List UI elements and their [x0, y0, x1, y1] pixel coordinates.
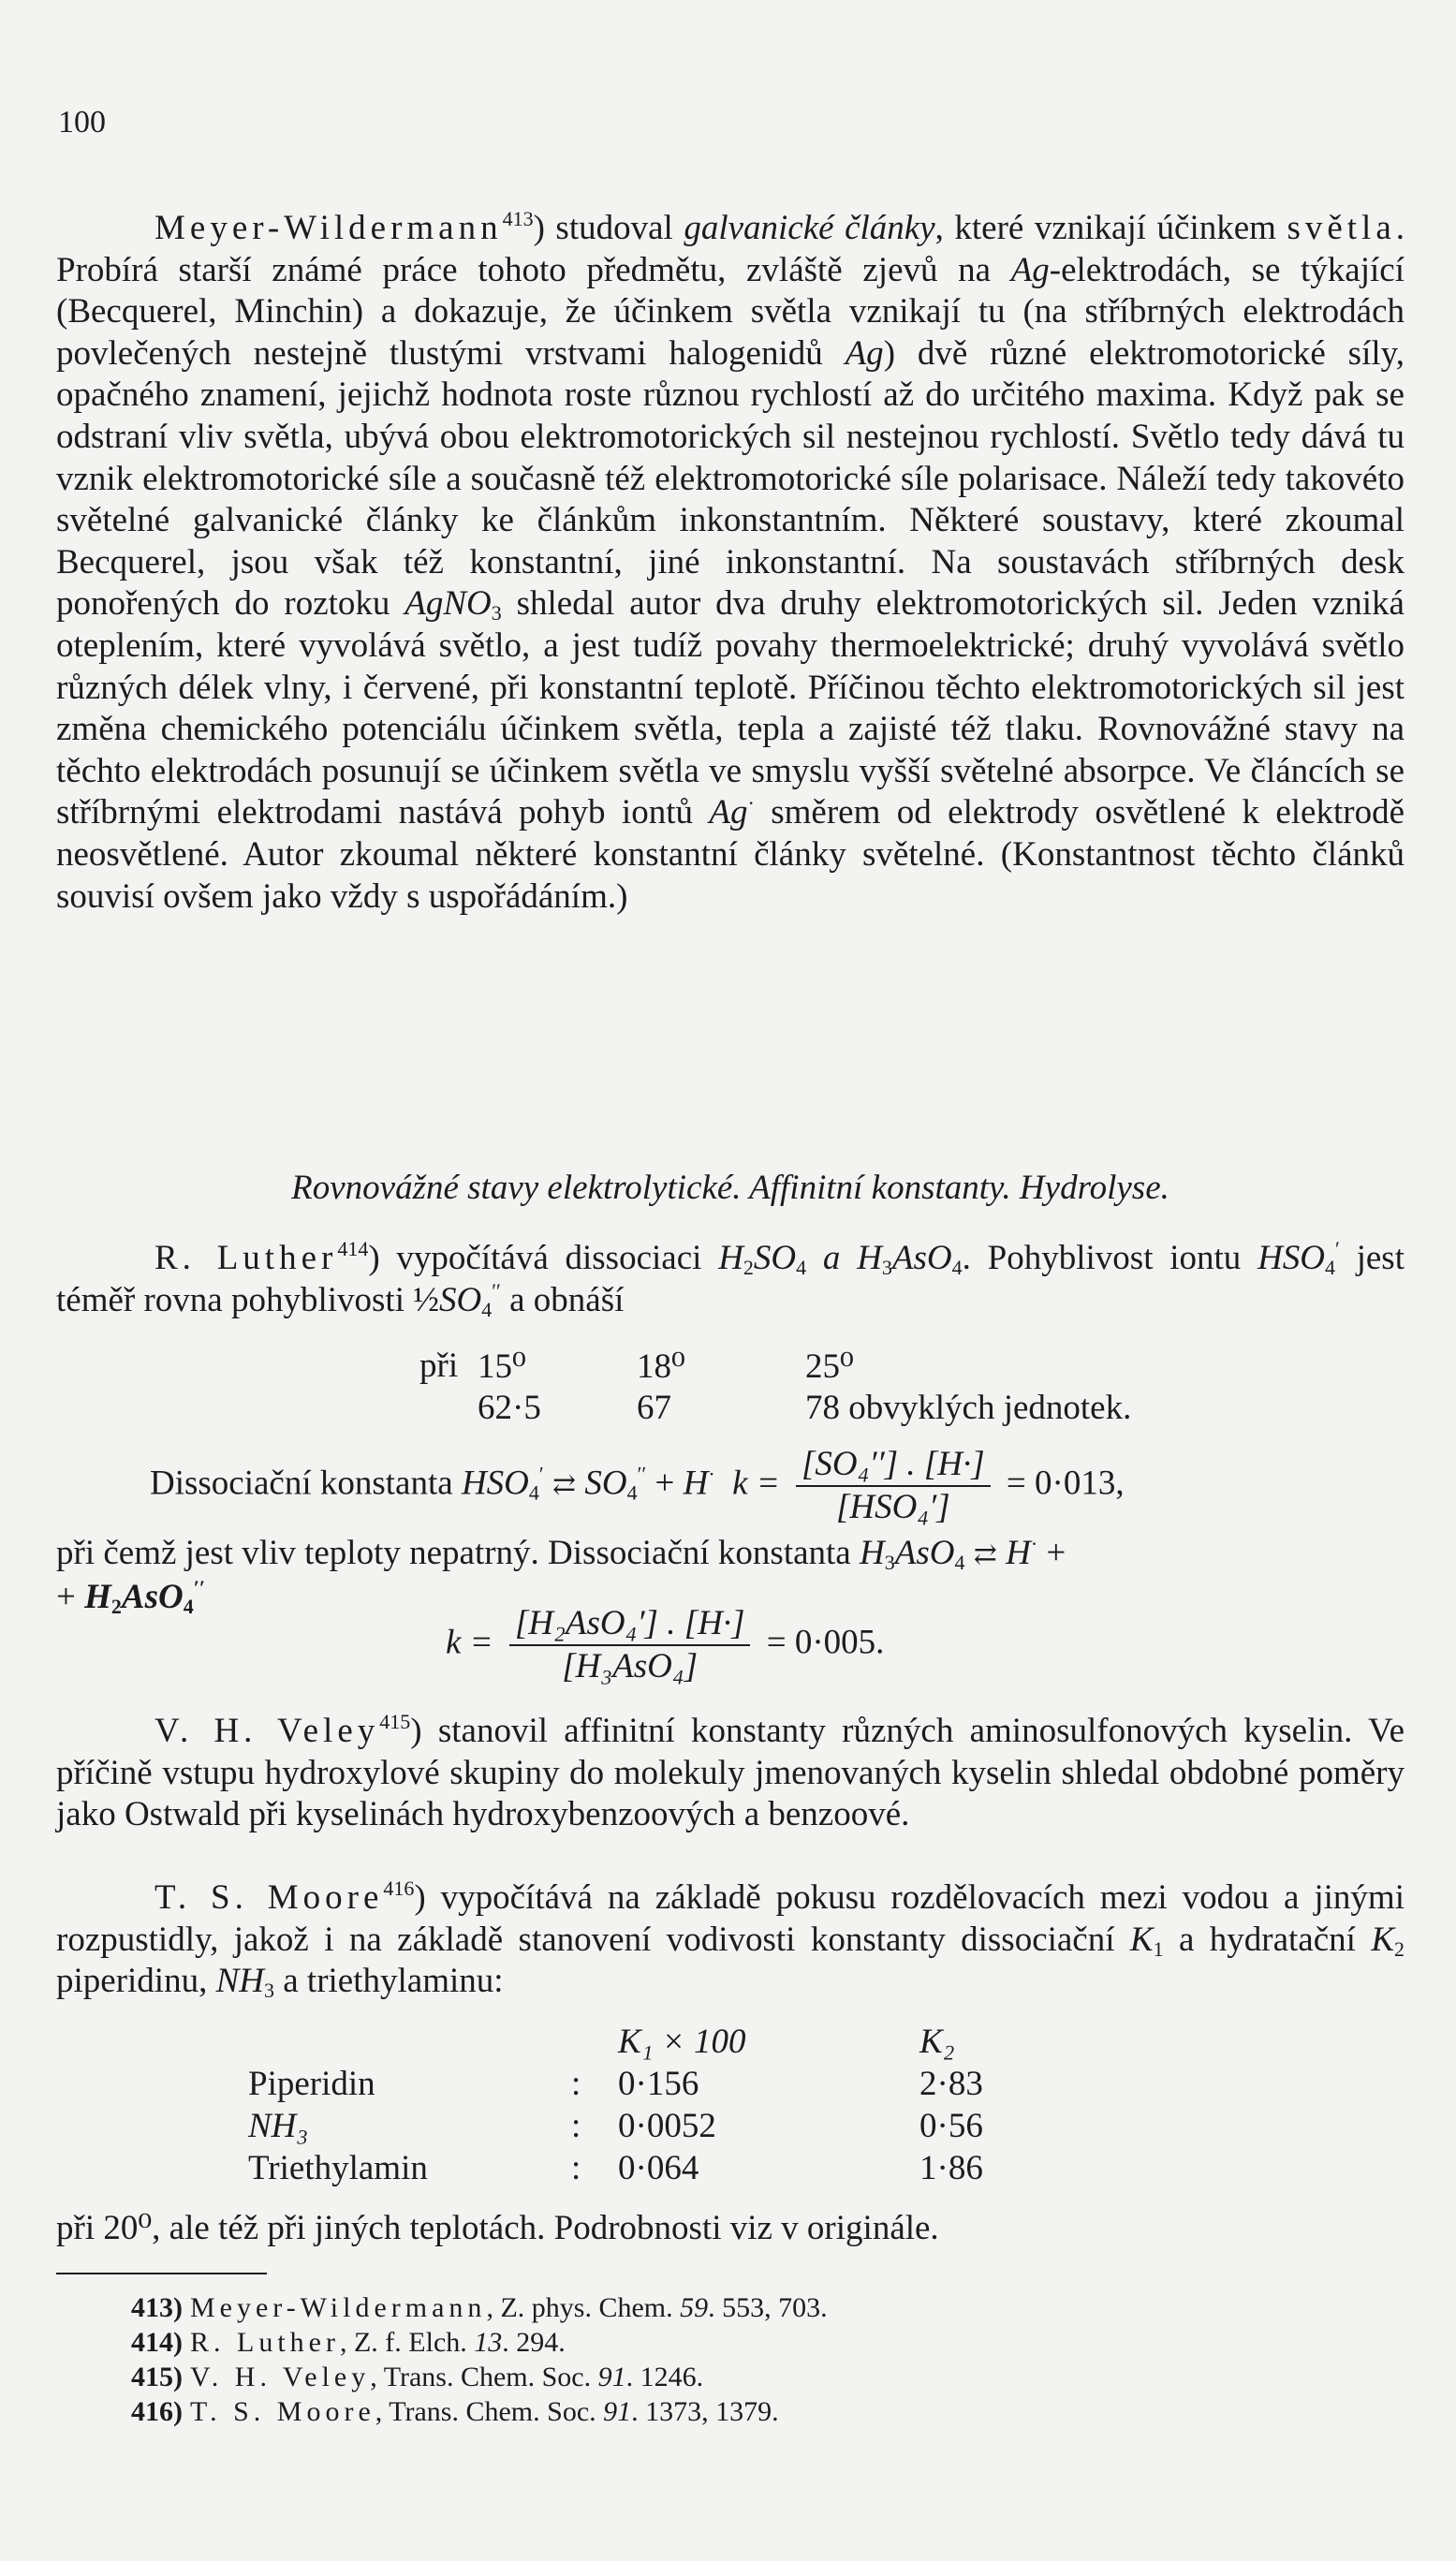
author-name: V. H. Veley: [154, 1712, 380, 1750]
row-k2: 2·83: [919, 2065, 983, 2103]
formula-subscript: 2: [743, 1256, 754, 1279]
footnote-pages: . 294.: [502, 2327, 566, 2358]
mobility-table: [419, 1345, 1131, 1429]
text: shledal autor dva druhy elektromotorických sil. Jeden vzniká oteplením, které vyvolává světlo, a jest tudíž povahy thermoelektrické; druhý vyvolává světlo různých délek vlny, i červené, při konstantní teplotě. Příčinou těchto elektromotorických sil jest změna chemického potenciálu účinkem světla, tepla a zajisté též tlaku. Rovnovážné stavy na těchto elektrodách posunují se účinkem světla ve smyslu vyšší světelné absorpce. Ve článcích se stříbrnými elektrodami nastává pohyb iontů: [56, 584, 1405, 832]
footnote-413: [131, 2291, 828, 2325]
operator: +: [56, 1577, 85, 1616]
footnote-pages: . 553, 703.: [708, 2292, 828, 2323]
equation-result: = 0·013,: [1006, 1464, 1125, 1503]
formula-subscript: 3: [884, 1551, 895, 1574]
footnote-volume: 13: [474, 2327, 503, 2358]
mobility-value: 78: [805, 1389, 840, 1427]
paragraph-veley: [56, 1711, 1405, 1836]
footnote-pages: . 1373, 1379.: [631, 2396, 779, 2427]
text: při čemž jest vliv teploty nepatrný. Dissociační konstanta: [56, 1534, 860, 1572]
formula-superscript: ′′: [637, 1462, 647, 1486]
equation-result: = 0·005.: [766, 1623, 885, 1662]
mobility-value: 62·5: [478, 1389, 541, 1427]
formula-subscript: 4: [183, 1594, 194, 1618]
text: směrem od elektrody osvětlené k elektrodě neosvětlené. Autor zkoumal některé konstantní články světelné. (Konstantnost těchto článků souvisí ovšem jako vždy s uspořádáním.): [56, 793, 1405, 916]
row-separator: :: [571, 2149, 581, 2187]
text: . Pohyblivost iontu: [962, 1239, 1258, 1277]
mobility-temp: 25⁰: [805, 1347, 854, 1386]
constant-symbol: k =: [446, 1623, 493, 1662]
footnote-ref[interactable]: 414: [337, 1237, 369, 1260]
formula: AsO: [891, 1239, 952, 1277]
footnote-ref[interactable]: 413: [502, 207, 534, 230]
text: ) studoval: [533, 209, 684, 247]
footnote-ref[interactable]: 416: [383, 1877, 415, 1900]
footnote-author: T. S. Moore: [190, 2396, 375, 2427]
formula-superscript: ′: [1335, 1237, 1340, 1260]
row-k1: 0·156: [618, 2065, 699, 2103]
paragraph-meyer-wildermann: [56, 208, 1405, 918]
formula-subscript: 4: [1325, 1256, 1336, 1279]
mobility-prefix: při: [419, 1347, 459, 1385]
formula-subscript: 2: [110, 1594, 122, 1618]
row-separator: :: [571, 2107, 581, 2145]
footnote-mark: 416): [131, 2396, 183, 2427]
mobility-temperature-row: [419, 1345, 1131, 1387]
formula: H: [718, 1239, 743, 1277]
fraction: [509, 1603, 751, 1687]
formula-subscript: 4: [951, 1256, 963, 1279]
equation-h3aso4-dissociation: [446, 1603, 884, 1687]
formula: H: [84, 1577, 111, 1616]
text: -elektrodách, se týkající (Becquerel, Minchin) a dokazuje, že účinkem světla vznikají tu (na stříbrných elektrodách povlečených nestejně tlustými vrstvami halogenidů: [56, 250, 1405, 373]
formula-superscript: ·: [1030, 1532, 1038, 1555]
footnote-414: [131, 2326, 566, 2360]
row-name: Triethylamin: [248, 2149, 428, 2187]
fraction: [796, 1444, 991, 1528]
footnote-pages: . 1246.: [625, 2362, 704, 2392]
mobility-value-row: [419, 1387, 1131, 1429]
page-number: 100: [58, 105, 106, 140]
operator: +: [1037, 1534, 1066, 1572]
table-row: [248, 2147, 983, 2189]
formula: H: [683, 1464, 709, 1503]
mobility-temp: 18⁰: [637, 1347, 685, 1386]
row-separator: :: [571, 2065, 581, 2103]
row-k1: 0·0052: [618, 2107, 716, 2145]
formula: H: [859, 1534, 885, 1572]
footnote-source: , Z. phys. Chem.: [486, 2292, 681, 2323]
row-k2: 1·86: [919, 2149, 983, 2187]
text: ) dvě různé elektromotorické síly, opačného znamení, jejichž hodnota roste různou rychlostí až do určitého maxima. Když pak se odstraní vliv světla, ubývá obou elektromotorických sil nestejnou rychlostí. Světlo tedy dává tu vznik elektromotorické síle a současně též elektromotorické síle polarisace. Náleží tedy takovéto světelné galvanické články ke článkům inkonstantním. Některé soustavy, které zkoumal Becquerel, jsou však též konstantní, jiné inkonstantní. Na soustavách stříbrných desk ponořených do roztoku: [56, 333, 1405, 624]
text: a triethylaminu:: [274, 1962, 504, 2001]
formula: SO: [753, 1239, 797, 1277]
formula: AsO: [894, 1534, 955, 1572]
formula: AgNO: [404, 584, 492, 624]
table-header: K₁ × 100: [618, 2023, 746, 2061]
table-header-row: [248, 2021, 983, 2063]
row-name: NH₃: [248, 2107, 309, 2145]
formula: AsO: [121, 1577, 184, 1616]
footnote-author: R. Luther: [190, 2327, 340, 2358]
formula: K: [1371, 1920, 1394, 1959]
fraction-numerator: [SO₄′′] . [H·]: [796, 1444, 991, 1487]
formula: SO: [439, 1280, 482, 1319]
footnote-volume: 59: [680, 2292, 709, 2323]
fraction-half: ½: [413, 1280, 439, 1319]
text: jest téměř rovna pohyblivosti: [56, 1239, 1405, 1319]
equation-hso4-dissociation: [150, 1444, 1125, 1528]
paragraph-luther: [56, 1238, 1405, 1321]
formula-superscript: ′: [538, 1462, 544, 1486]
equilibrium-arrow-icon: ⇄: [552, 1469, 577, 1501]
footnote-mark: 415): [131, 2362, 183, 2392]
operator: +: [654, 1464, 675, 1503]
footnote-416: [131, 2395, 779, 2429]
formula: HSO: [1257, 1239, 1326, 1277]
formula-superscript: ′′: [193, 1575, 206, 1599]
footnote-mark: 414): [131, 2327, 183, 2358]
footnote-mark: 413): [131, 2292, 183, 2323]
formula: H: [857, 1239, 882, 1277]
formula-superscript: ′′: [492, 1278, 501, 1303]
footnote-volume: 91: [597, 2362, 626, 2392]
formula: H: [1006, 1534, 1031, 1572]
italic-term: galvanické články: [684, 209, 935, 247]
formula-subscript: 3: [491, 601, 502, 626]
text: a obnáší: [500, 1280, 625, 1319]
formula-subscript: 2: [1394, 1936, 1405, 1961]
mobility-value: 67: [637, 1389, 671, 1427]
text: , které vznikají účinkem: [934, 209, 1287, 247]
formula-subscript: 4: [528, 1480, 539, 1505]
constants-table: [248, 2021, 983, 2189]
author-name: R. Luther: [154, 1239, 338, 1277]
footnote-source: , Trans. Chem. Soc.: [370, 2362, 598, 2392]
formula-superscript: ·: [708, 1462, 715, 1486]
formula: HSO: [461, 1464, 529, 1503]
formula-subscript: 1: [1153, 1936, 1164, 1961]
equation-label: Dissociační konstanta: [150, 1464, 453, 1503]
spaced-word: světla: [1287, 209, 1396, 247]
fraction-numerator: [H₂AsO₄′] . [H·]: [509, 1603, 751, 1646]
equilibrium-arrow-icon: ⇄: [973, 1539, 997, 1570]
footnote-author: V. H. Veley: [190, 2362, 371, 2392]
mobility-temp: 15⁰: [478, 1347, 526, 1386]
text: . Probírá starší známé práce tohoto předmětu, zvláště zjevů na: [56, 209, 1405, 289]
footnote-author: Meyer-Wildermann: [190, 2292, 487, 2323]
table-row: [248, 2063, 983, 2105]
formula: K: [1129, 1920, 1154, 1959]
footnote-source: , Trans. Chem. Soc.: [375, 2396, 604, 2427]
row-k2: 0·56: [919, 2107, 983, 2145]
fraction-denominator: [HSO₄′]: [835, 1488, 950, 1526]
fraction-denominator: [H₃AsO₄]: [562, 1647, 699, 1685]
table-header: K₂: [919, 2023, 955, 2061]
paragraph-moore: [56, 1877, 1405, 2003]
footnote-volume: 91: [603, 2396, 632, 2427]
formula: Ag: [845, 333, 884, 373]
text: ) vypočítává na základě pokusu rozdělovacích mezi vodou a jinými rozpustidly, jakož i na základě stanovení vodivosti konstanty dissociační: [56, 1878, 1405, 1959]
formula-superscript: ·: [747, 791, 755, 816]
row-name: Piperidin: [248, 2065, 375, 2103]
row-k1: 0·064: [618, 2149, 699, 2187]
footnote-divider: [56, 2273, 267, 2274]
constant-symbol: k =: [732, 1464, 780, 1503]
text: a: [806, 1239, 858, 1277]
formula: Ag: [1010, 250, 1050, 289]
footnote-ref[interactable]: 415: [379, 1710, 411, 1733]
mobility-unit: obvyklých jednotek.: [848, 1389, 1132, 1427]
formula-subscript: 4: [796, 1256, 807, 1279]
formula-subscript: 4: [626, 1480, 638, 1505]
text: a hydratační: [1163, 1920, 1372, 1959]
footnote-415: [131, 2361, 703, 2394]
paragraph-closing: při 20⁰, ale též při jiných teplotách. Podrobnosti viz v originále.: [56, 2209, 939, 2247]
section-heading: Rovnovážné stavy elektrolytické. Affinitní konstanty. Hydrolyse.: [291, 1169, 1169, 1207]
formula: SO: [584, 1464, 627, 1503]
table-row: [248, 2105, 983, 2147]
formula: Ag: [709, 793, 748, 832]
formula-subscript: 3: [264, 1979, 274, 2003]
text: ) stanovil affinitní konstanty různých aminosulfonových kyselin. Ve příčině vstupu hydroxylové skupiny do molekuly jmenovaných kyselin shledal obdobné poměry jako Ostwald při kyselinách hydroxybenzoových a benzoové.: [56, 1712, 1405, 1834]
formula-subscript: 4: [954, 1551, 965, 1574]
formula-subscript: 4: [481, 1297, 493, 1321]
formula-subscript: 3: [881, 1256, 892, 1279]
text: ) vypočítává dissociaci: [368, 1239, 719, 1277]
author-name: T. S. Moore: [154, 1878, 384, 1917]
author-name: Meyer-Wildermann: [154, 209, 503, 247]
text: piperidinu,: [56, 1962, 216, 2001]
formula: NH: [215, 1962, 264, 2001]
footnote-source: , Z. f. Elch.: [339, 2327, 475, 2358]
